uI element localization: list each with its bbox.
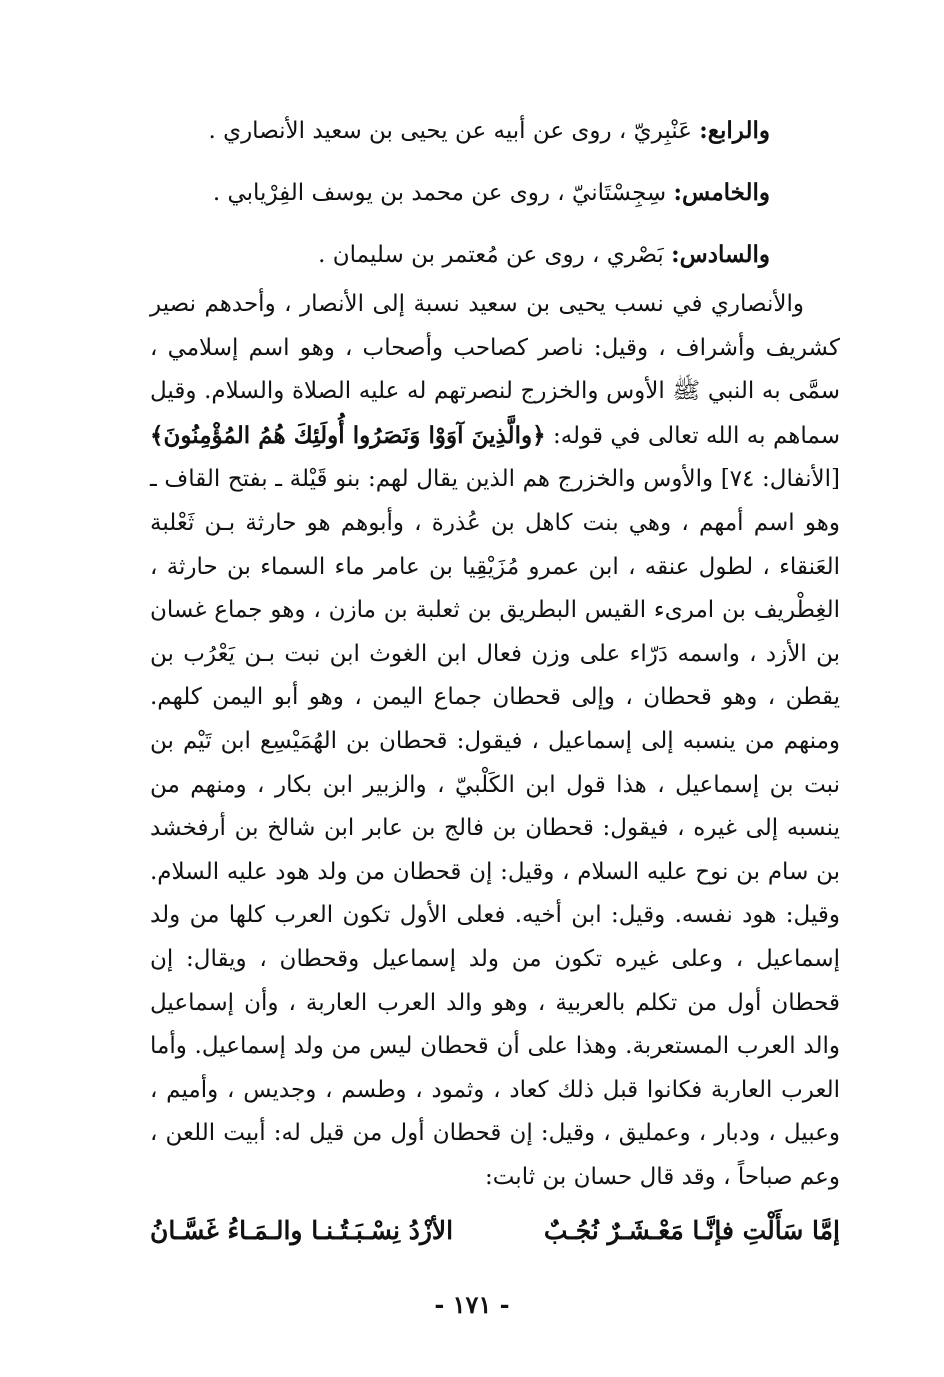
- main-paragraph: [150, 283, 840, 1199]
- narrator-label: والرابع:: [699, 117, 770, 144]
- narrator-text: عَنْبِريّ ، روى عن أبيه عن يحيى بن سعيد الأنصاري .: [208, 118, 700, 144]
- paragraph-body: [150, 283, 840, 1199]
- paragraph-part-2: [الأنفال: ٧٤] والأوس والخزرج هم الذين يقال لهم: بنو قَيْلة ـ بفتح القاف ـ وهو اسم أمهم ، وهي بنت كاهل بن عُذرة ، وأبوهم هو حارثة بـن ثَعْلبة العَنقاء ، لطول عنقه ، ابن عمرو مُزَيْقِيا بن عامر ماء السماء بن حارثة ، الغِطْريف بن امرىء القيس البطريق بن ثعلبة بن مازن ، وهو جماع غسان بن الأزد ، واسمه دَرّاء على وزن فعال ابن الغوث ابن نبت بـن يَعْرُب بن يقطن ، وهو قحطان ، وإلى قحطان جماع اليمن ، وهو أبو اليمن كلهم. ومنهم من ينسبه إلى إسماعيل ، فيقول: قحطان بن الهُمَيْسِع ابن تَيْم بن نبت بن إسماعيل ، هذا قول ابن الكَلْبيّ ، والزبير ابن بكار ، ومنهم من ينسبه إلى غيره ، فيقول: قحطان بن فالج بن عابر ابن شالخ بن أرفخشد بن سام بن نوح عليه السلام ، وقيل: إن قحطان من ولد هود عليه السلام. وقيل: هود نفسه. وقيل: ابن أخيه. فعلى الأول تكون العرب كلها من ولد إسماعيل ، وعلى غيره تكون من ولد إسماعيل وقحطان ، ويقال: إن قحطان أول من تكلم بالعربية ، وهو والد العرب العاربة ، وأن إسماعيل والد العرب المستعربة. وهذا على أن قحطان ليس من ولد إسماعيل. وأما العرب العاربة فكانوا قبل ذلك كعاد ، وثمود ، وطسم ، وجديس ، وأميم ، وعبيل ، ودبار ، وعمليق ، وقيل: إن قحطان أول من قيل له: أبيت اللعن ، وعم صباحاً ، وقد قال حسان بن ثابت:: [150, 466, 840, 1190]
- verse-first-hemistich: إمَّا سَأَلْتِ فإنَّـا مَعْـشَـرٌ نُجُـبٌ: [543, 1216, 840, 1245]
- narrator-label: والخامس:: [673, 179, 770, 206]
- poetry-verse: [150, 1206, 840, 1256]
- narrator-list: [150, 100, 840, 286]
- narrator-text: سِجِسْتَانيّ ، روى عن محمد بن يوسف الفِرْيابي .: [212, 180, 674, 206]
- narrator-entry-sixth: [150, 224, 840, 286]
- narrator-text: بَصْري ، روى عن مُعتمر بن سليمان .: [318, 242, 672, 268]
- narrator-label: والسادس:: [671, 241, 770, 268]
- paragraph-part-1: والأنصاري في نسب يحيى بن سعيد نسبة إلى الأنصار ، وأحدهم نصير كشريف وأشراف ، وقيل: ناصر كصاحب وأصحاب ، وهو اسم إسلامي ، سمَّى به النبي ﷺ الأوس والخزرج لنصرتهم له عليه الصلاة والسلام. وقيل سماهم به الله تعالى في قوله:: [150, 291, 840, 449]
- narrator-entry-fourth: [150, 100, 840, 162]
- verse-second-hemistich: الأزْدُ نِسْـبَـتُـنـا والـمَـاءُ غَسَّـانُ: [150, 1216, 454, 1245]
- narrator-entry-fifth: [150, 162, 840, 224]
- quran-quote: ﴿والَّذِينَ آوَوْا وَنَصَرُوا أُولَئِكَ هُمُ المُؤْمِنُونَ﴾: [150, 421, 546, 449]
- page-number: - ١٧١ -: [434, 1290, 510, 1319]
